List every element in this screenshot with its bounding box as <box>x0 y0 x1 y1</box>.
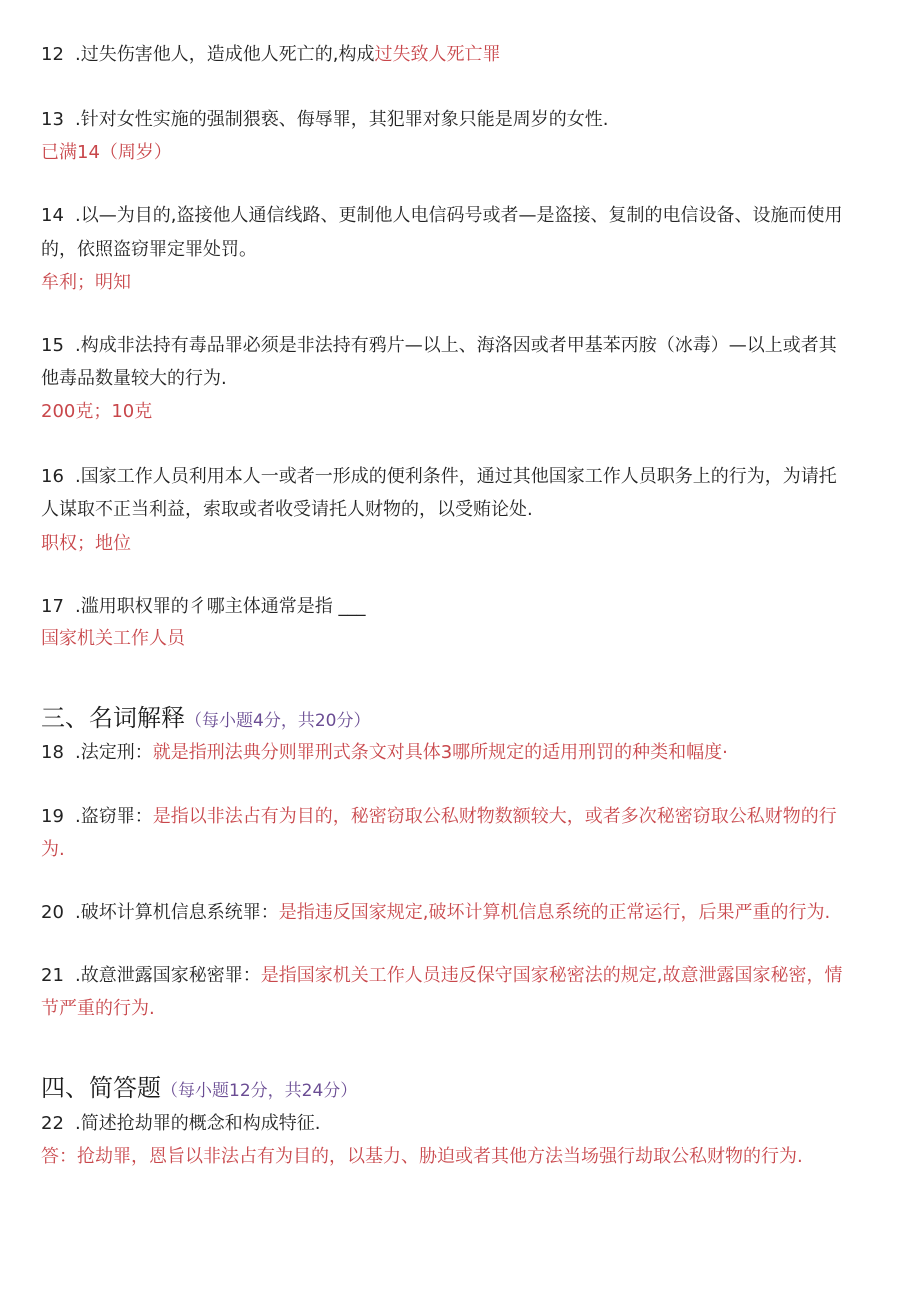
question-text: .过失伤害他人，造成他人死亡的,构成 <box>75 44 375 65</box>
answer-17: 国家机关工作人员 <box>41 628 185 649</box>
question-number: 22 <box>41 1113 64 1134</box>
term-name: .故意泄露国家秘密罪： <box>75 965 261 986</box>
question-number: 14 <box>41 205 64 226</box>
question-22 <box>41 1112 320 1136</box>
answer-16: 职权；地位 <box>41 533 131 554</box>
section-heading-3 <box>41 702 370 737</box>
section-heading-4 <box>41 1072 357 1107</box>
question-number: 12 <box>41 44 64 65</box>
term-21 <box>41 964 842 988</box>
term-name: .破坏计算机信息系统罪： <box>75 902 279 923</box>
section-title: 三、名词解释 <box>41 704 185 732</box>
answer-15: 200克；10克 <box>41 401 153 422</box>
question-12 <box>41 43 500 67</box>
term-definition: 是指违反国家规定,破坏计算机信息系统的正常运行，后果严重的行为. <box>278 902 831 923</box>
term-name: .盗窃罪： <box>75 806 153 827</box>
question-15-cont: 他毒品数量较大的行为. <box>41 368 227 389</box>
term-19 <box>41 805 837 829</box>
section-score: （每小题4分，共20分） <box>185 711 371 731</box>
answer-14: 牟利；明知 <box>41 272 131 293</box>
question-number: 15 <box>41 335 64 356</box>
term-definition: 是指以非法占有为目的，秘密窃取公私财物数额较大，或者多次秘密窃取公私财物的行 <box>152 806 837 827</box>
term-21-cont: 节严重的行为. <box>41 998 155 1019</box>
question-number: 21 <box>41 965 64 986</box>
term-definition: 就是指刑法典分则罪刑式条文对具体3哪所规定的适用刑罚的种类和幅度· <box>152 742 728 763</box>
question-text: .针对女性实施的强制猥亵、侮辱罪，其犯罪对象只能是周岁的女性. <box>75 109 609 130</box>
question-number: 18 <box>41 742 64 763</box>
answer-text: 过失致人死亡罪 <box>374 44 501 65</box>
question-15 <box>41 334 837 358</box>
question-number: 20 <box>41 902 64 923</box>
answer-13: 已满14（周岁） <box>41 142 172 163</box>
question-14-cont: 的，依照盗窃罪定罪处罚。 <box>41 239 257 260</box>
question-text: .国家工作人员利用本人一或者一形成的便利条件，通过其他国家工作人员职务上的行为，为请托 <box>75 466 837 487</box>
term-19-cont: 为. <box>41 839 65 860</box>
question-number: 17 <box>41 596 64 617</box>
question-number: 16 <box>41 466 64 487</box>
term-definition: 是指国家机关工作人员违反保守国家秘密法的规定,故意泄露国家秘密，情 <box>260 965 843 986</box>
term-20 <box>41 901 830 925</box>
section-score: （每小题12分，共24分） <box>161 1081 358 1101</box>
term-18 <box>41 741 728 765</box>
question-number: 19 <box>41 806 64 827</box>
question-text: .构成非法持有毒品罪必须是非法持有鸦片—以上、海洛因或者甲基苯丙胺（冰毒）—以上或者其 <box>75 335 837 356</box>
question-16 <box>41 465 837 489</box>
question-17 <box>41 595 365 619</box>
question-text: .滥用职权罪的彳哪主体通常是指 ___ <box>75 596 366 617</box>
question-16-cont: 人谋取不正当利益，索取或者收受请托人财物的，以受贿论处. <box>41 499 533 520</box>
question-14 <box>41 204 842 228</box>
question-text: .以—为目的,盗接他人通信线路、更制他人电信码号或者—是盗接、复制的电信设备、设施而使用 <box>75 205 843 226</box>
answer-22: 答：抢劫罪，恩旨以非法占有为目的，以基力、胁迫或者其他方法当场强行劫取公私财物的行为. <box>41 1146 803 1167</box>
question-number: 13 <box>41 109 64 130</box>
term-name: .法定刑： <box>75 742 153 763</box>
question-13 <box>41 108 608 132</box>
section-title: 四、简答题 <box>41 1074 161 1102</box>
question-text: .简述抢劫罪的概念和构成特征. <box>75 1113 321 1134</box>
